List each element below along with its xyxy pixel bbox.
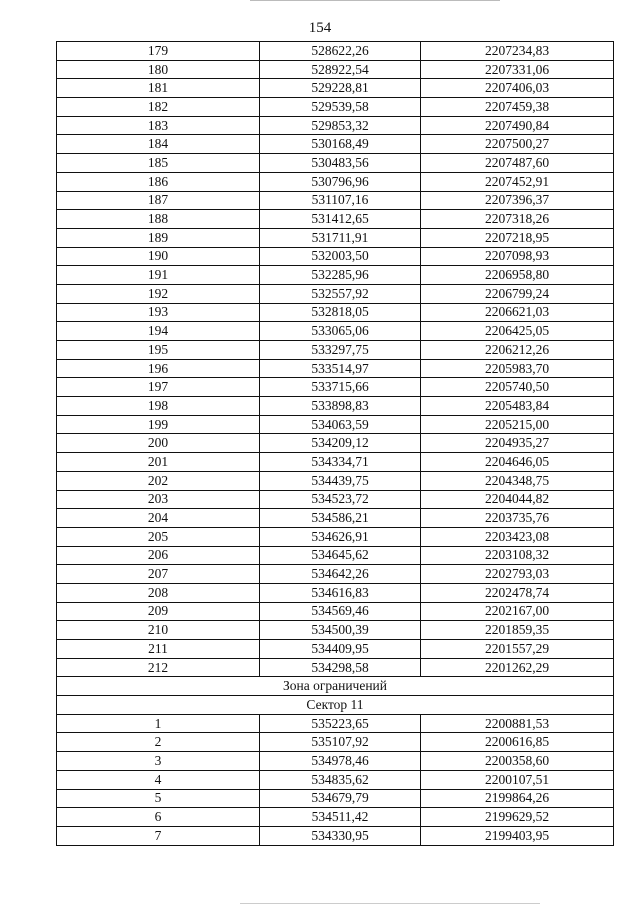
table-section-sector	[57, 714, 614, 845]
point-number-cell: 185	[57, 154, 260, 173]
sector-row	[57, 696, 614, 715]
table-row	[57, 79, 614, 98]
point-number-cell: 7	[57, 826, 260, 845]
table-row	[57, 135, 614, 154]
y-coordinate-cell: 2207452,91	[421, 172, 614, 191]
point-number-cell: 207	[57, 565, 260, 584]
y-coordinate-cell: 2207098,93	[421, 247, 614, 266]
point-number-cell: 192	[57, 284, 260, 303]
y-coordinate-cell: 2200881,53	[421, 714, 614, 733]
x-coordinate-cell: 532003,50	[260, 247, 421, 266]
point-number-cell: 199	[57, 415, 260, 434]
y-coordinate-cell: 2204646,05	[421, 453, 614, 472]
zone-row	[57, 677, 614, 696]
y-coordinate-cell: 2201557,29	[421, 640, 614, 659]
y-coordinate-cell: 2200107,51	[421, 770, 614, 789]
point-number-cell: 200	[57, 434, 260, 453]
y-coordinate-cell: 2204348,75	[421, 471, 614, 490]
table-row	[57, 341, 614, 360]
page-number: 154	[308, 20, 332, 36]
point-number-cell: 210	[57, 621, 260, 640]
y-coordinate-cell: 2207406,03	[421, 79, 614, 98]
point-number-cell: 189	[57, 228, 260, 247]
table-row	[57, 640, 614, 659]
x-coordinate-cell: 528622,26	[260, 42, 421, 61]
point-number-cell: 194	[57, 322, 260, 341]
x-coordinate-cell: 534616,83	[260, 583, 421, 602]
table-row	[57, 415, 614, 434]
x-coordinate-cell: 531711,91	[260, 228, 421, 247]
point-number-cell: 4	[57, 770, 260, 789]
x-coordinate-cell: 534334,71	[260, 453, 421, 472]
point-number-cell: 191	[57, 266, 260, 285]
y-coordinate-cell: 2207396,37	[421, 191, 614, 210]
y-coordinate-cell: 2199629,52	[421, 808, 614, 827]
y-coordinate-cell: 2201262,29	[421, 658, 614, 677]
table-row	[57, 658, 614, 677]
point-number-cell: 1	[57, 714, 260, 733]
x-coordinate-cell: 530483,56	[260, 154, 421, 173]
point-number-cell: 186	[57, 172, 260, 191]
x-coordinate-cell: 534298,58	[260, 658, 421, 677]
x-coordinate-cell: 534569,46	[260, 602, 421, 621]
y-coordinate-cell: 2202478,74	[421, 583, 614, 602]
table-row	[57, 172, 614, 191]
y-coordinate-cell: 2206212,26	[421, 341, 614, 360]
x-coordinate-cell: 533065,06	[260, 322, 421, 341]
point-number-cell: 201	[57, 453, 260, 472]
point-number-cell: 187	[57, 191, 260, 210]
x-coordinate-cell: 534523,72	[260, 490, 421, 509]
point-number-cell: 188	[57, 210, 260, 229]
point-number-cell: 198	[57, 397, 260, 416]
table-row	[57, 546, 614, 565]
y-coordinate-cell: 2206799,24	[421, 284, 614, 303]
x-coordinate-cell: 534409,95	[260, 640, 421, 659]
table-row	[57, 228, 614, 247]
y-coordinate-cell: 2199864,26	[421, 789, 614, 808]
point-number-cell: 5	[57, 789, 260, 808]
table-row	[57, 247, 614, 266]
x-coordinate-cell: 532557,92	[260, 284, 421, 303]
table-row	[57, 733, 614, 752]
y-coordinate-cell: 2202793,03	[421, 565, 614, 584]
y-coordinate-cell: 2207459,38	[421, 98, 614, 117]
x-coordinate-cell: 534330,95	[260, 826, 421, 845]
table-section-zone	[57, 677, 614, 714]
x-coordinate-cell: 530168,49	[260, 135, 421, 154]
point-number-cell: 205	[57, 527, 260, 546]
x-coordinate-cell: 529539,58	[260, 98, 421, 117]
x-coordinate-cell: 534679,79	[260, 789, 421, 808]
table-row	[57, 527, 614, 546]
y-coordinate-cell: 2203423,08	[421, 527, 614, 546]
table-row	[57, 266, 614, 285]
y-coordinate-cell: 2204044,82	[421, 490, 614, 509]
coordinates-table	[56, 41, 614, 846]
table-section-main	[57, 42, 614, 677]
zone-title: Зона ограничений	[57, 677, 614, 696]
x-coordinate-cell: 532285,96	[260, 266, 421, 285]
table-row	[57, 378, 614, 397]
table-row	[57, 359, 614, 378]
y-coordinate-cell: 2206621,03	[421, 303, 614, 322]
point-number-cell: 203	[57, 490, 260, 509]
point-number-cell: 3	[57, 752, 260, 771]
y-coordinate-cell: 2206958,80	[421, 266, 614, 285]
y-coordinate-cell: 2207331,06	[421, 60, 614, 79]
table-row	[57, 210, 614, 229]
y-coordinate-cell: 2205983,70	[421, 359, 614, 378]
x-coordinate-cell: 534645,62	[260, 546, 421, 565]
y-coordinate-cell: 2205740,50	[421, 378, 614, 397]
point-number-cell: 182	[57, 98, 260, 117]
x-coordinate-cell: 529853,32	[260, 116, 421, 135]
x-coordinate-cell: 533715,66	[260, 378, 421, 397]
y-coordinate-cell: 2207500,27	[421, 135, 614, 154]
y-coordinate-cell: 2207487,60	[421, 154, 614, 173]
point-number-cell: 181	[57, 79, 260, 98]
point-number-cell: 197	[57, 378, 260, 397]
point-number-cell: 179	[57, 42, 260, 61]
x-coordinate-cell: 535107,92	[260, 733, 421, 752]
y-coordinate-cell: 2205483,84	[421, 397, 614, 416]
table-row	[57, 770, 614, 789]
y-coordinate-cell: 2202167,00	[421, 602, 614, 621]
x-coordinate-cell: 534500,39	[260, 621, 421, 640]
y-coordinate-cell: 2200358,60	[421, 752, 614, 771]
point-number-cell: 208	[57, 583, 260, 602]
point-number-cell: 184	[57, 135, 260, 154]
point-number-cell: 2	[57, 733, 260, 752]
x-coordinate-cell: 534586,21	[260, 509, 421, 528]
point-number-cell: 206	[57, 546, 260, 565]
y-coordinate-cell: 2205215,00	[421, 415, 614, 434]
x-coordinate-cell: 533514,97	[260, 359, 421, 378]
table-row	[57, 808, 614, 827]
table-row	[57, 565, 614, 584]
y-coordinate-cell: 2204935,27	[421, 434, 614, 453]
y-coordinate-cell: 2207490,84	[421, 116, 614, 135]
x-coordinate-cell: 534642,26	[260, 565, 421, 584]
table-row	[57, 583, 614, 602]
point-number-cell: 183	[57, 116, 260, 135]
point-number-cell: 209	[57, 602, 260, 621]
table-row	[57, 42, 614, 61]
x-coordinate-cell: 534439,75	[260, 471, 421, 490]
table-row	[57, 303, 614, 322]
point-number-cell: 193	[57, 303, 260, 322]
table-row	[57, 752, 614, 771]
table-row	[57, 154, 614, 173]
table-row	[57, 116, 614, 135]
x-coordinate-cell: 531107,16	[260, 191, 421, 210]
table-row	[57, 602, 614, 621]
y-coordinate-cell: 2207234,83	[421, 42, 614, 61]
x-coordinate-cell: 534209,12	[260, 434, 421, 453]
sector-title: Сектор 11	[57, 696, 614, 715]
table-row	[57, 98, 614, 117]
point-number-cell: 212	[57, 658, 260, 677]
y-coordinate-cell: 2203108,32	[421, 546, 614, 565]
y-coordinate-cell: 2206425,05	[421, 322, 614, 341]
x-coordinate-cell: 528922,54	[260, 60, 421, 79]
table-row	[57, 60, 614, 79]
x-coordinate-cell: 529228,81	[260, 79, 421, 98]
x-coordinate-cell: 533898,83	[260, 397, 421, 416]
x-coordinate-cell: 534511,42	[260, 808, 421, 827]
point-number-cell: 196	[57, 359, 260, 378]
x-coordinate-cell: 534978,46	[260, 752, 421, 771]
table-row	[57, 191, 614, 210]
x-coordinate-cell: 532818,05	[260, 303, 421, 322]
point-number-cell: 190	[57, 247, 260, 266]
point-number-cell: 6	[57, 808, 260, 827]
bottom-edge-rule	[240, 903, 540, 904]
x-coordinate-cell: 534626,91	[260, 527, 421, 546]
x-coordinate-cell: 535223,65	[260, 714, 421, 733]
x-coordinate-cell: 534063,59	[260, 415, 421, 434]
point-number-cell: 180	[57, 60, 260, 79]
y-coordinate-cell: 2207218,95	[421, 228, 614, 247]
y-coordinate-cell: 2203735,76	[421, 509, 614, 528]
table-row	[57, 714, 614, 733]
point-number-cell: 202	[57, 471, 260, 490]
y-coordinate-cell: 2199403,95	[421, 826, 614, 845]
table-row	[57, 284, 614, 303]
point-number-cell: 211	[57, 640, 260, 659]
point-number-cell: 204	[57, 509, 260, 528]
table-row	[57, 322, 614, 341]
table-row	[57, 490, 614, 509]
table-row	[57, 621, 614, 640]
table-row	[57, 397, 614, 416]
y-coordinate-cell: 2207318,26	[421, 210, 614, 229]
table-row	[57, 471, 614, 490]
table-row	[57, 826, 614, 845]
y-coordinate-cell: 2201859,35	[421, 621, 614, 640]
point-number-cell: 195	[57, 341, 260, 360]
table-row	[57, 789, 614, 808]
table-row	[57, 509, 614, 528]
x-coordinate-cell: 534835,62	[260, 770, 421, 789]
x-coordinate-cell: 531412,65	[260, 210, 421, 229]
y-coordinate-cell: 2200616,85	[421, 733, 614, 752]
x-coordinate-cell: 530796,96	[260, 172, 421, 191]
x-coordinate-cell: 533297,75	[260, 341, 421, 360]
table-row	[57, 434, 614, 453]
table-row	[57, 453, 614, 472]
top-edge-rule	[250, 0, 500, 1]
